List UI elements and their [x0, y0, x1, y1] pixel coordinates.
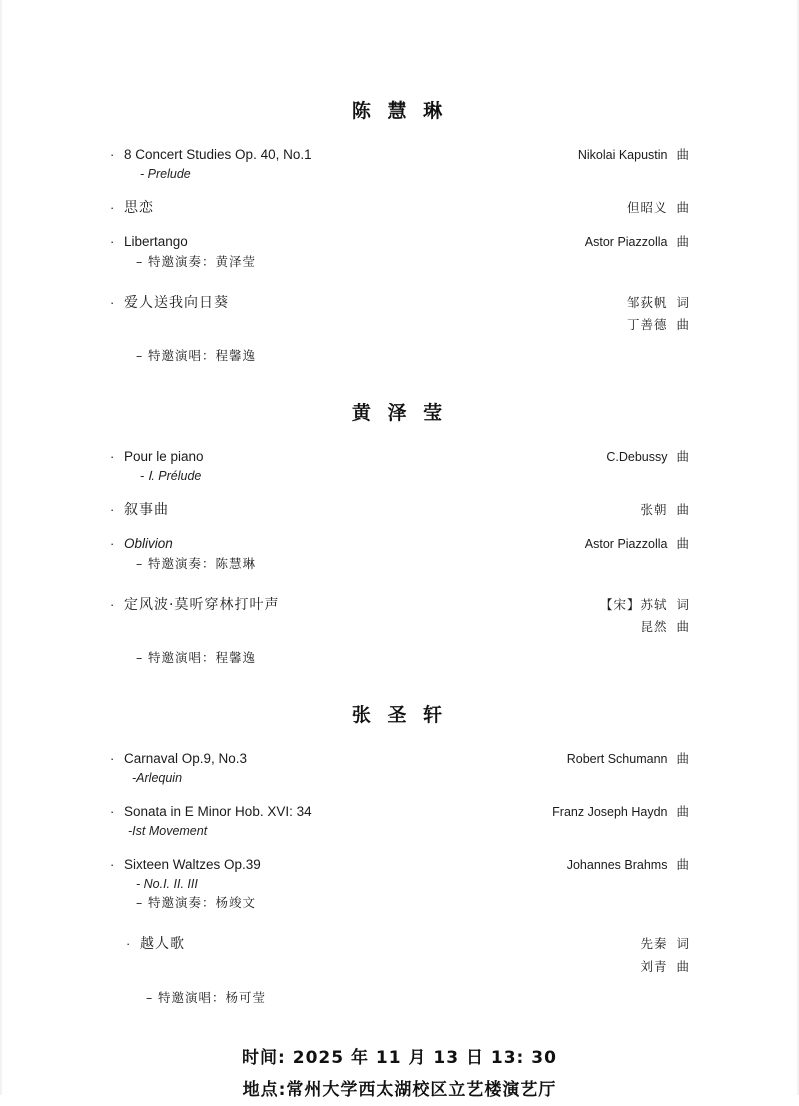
credit-name: 邹荻帆 — [626, 294, 668, 310]
program-entry — [110, 855, 689, 914]
guest-performer-note: – 特邀演唱：程馨逸 — [136, 348, 257, 364]
event-footer — [110, 1042, 689, 1106]
credit-name: Johannes Brahms — [566, 857, 668, 872]
credit-role: 曲 — [676, 199, 689, 215]
performer-name: 张 圣 轩 — [351, 704, 448, 727]
credit-role: 曲 — [676, 316, 689, 332]
credit-line — [578, 146, 689, 164]
program-section — [110, 96, 689, 366]
program-section — [110, 398, 689, 668]
credit-name: Nikolai Kapustin — [577, 148, 668, 162]
piece-title: 叙事曲 — [124, 501, 169, 518]
credit-role: 曲 — [676, 449, 689, 465]
piece-title: Sonata in E Minor Hob. XVI: 34 — [124, 804, 312, 820]
bullet-icon: · — [110, 856, 115, 872]
credit-line — [627, 292, 689, 337]
event-time: 时间: 2025 年 11 月 13 日 13: 30 — [242, 1047, 557, 1068]
credit-role: 词 — [676, 596, 689, 612]
bullet-icon: · — [110, 596, 115, 612]
bullet-icon: · — [110, 233, 115, 249]
program-entry — [110, 198, 689, 218]
program-entry — [110, 500, 689, 520]
program-entry — [110, 933, 689, 1008]
credit-role: 曲 — [676, 958, 689, 974]
bullet-icon: · — [110, 804, 115, 820]
program-entry — [110, 232, 689, 272]
credit-role: 曲 — [676, 147, 689, 162]
credit-name: 丁善德 — [626, 316, 668, 332]
piece-title: 爱人送我向日葵 — [124, 294, 229, 311]
piece-subtitle: -Arlequin — [132, 771, 183, 786]
bullet-icon: · — [110, 501, 115, 517]
credit-role: 曲 — [676, 751, 689, 767]
piece-title: 定风波·莫听穿林打叶声 — [124, 596, 280, 613]
credit-name: 先秦 — [640, 936, 668, 952]
credit-line — [600, 594, 689, 639]
credit-role: 曲 — [676, 804, 689, 820]
credit-name: Franz Joseph Haydn — [552, 805, 668, 820]
credit-name: 【宋】苏轼 — [599, 596, 668, 612]
guest-performer-text: 特邀演唱：程馨逸 — [148, 650, 257, 666]
credit-name: 但昭义 — [626, 199, 668, 215]
guest-performer-note: – 特邀演奏：黄泽莹 — [136, 253, 257, 269]
event-venue: 地点:常州大学西太湖校区立艺楼演艺厅 — [242, 1080, 557, 1101]
credit-name: C.Debussy — [606, 450, 668, 465]
credit-name: 张朝 — [640, 501, 668, 517]
piece-title: Sixteen Waltzes Op.39 — [124, 856, 261, 872]
bullet-icon: · — [110, 751, 115, 767]
guest-performer-text: 特邀演奏：黄泽莹 — [148, 253, 257, 269]
program-entry — [110, 802, 689, 841]
credit-role: 曲 — [676, 536, 689, 552]
piece-subtitle: -Ist Movement — [128, 823, 208, 838]
performer-name: 黄 泽 莹 — [351, 402, 448, 425]
program-entry — [110, 534, 689, 574]
performer-name: 陈 慧 琳 — [351, 100, 448, 122]
credit-name: 刘青 — [640, 958, 668, 974]
guest-performer-text: 特邀演唱：程馨逸 — [148, 348, 257, 364]
bullet-icon: · — [110, 199, 115, 215]
piece-subtitle: - Prelude — [140, 166, 191, 181]
program-entry — [110, 447, 689, 486]
program-entry — [110, 292, 689, 367]
guest-performer-note: – 特邀演唱：杨可莹 — [146, 989, 267, 1005]
bullet-icon: · — [110, 147, 115, 162]
piece-title: Oblivion — [124, 536, 173, 552]
guest-performer-note: – 特邀演奏：陈慧琳 — [136, 555, 257, 571]
piece-title: 8 Concert Studies Op. 40, No.1 — [124, 147, 312, 162]
credit-name: Astor Piazzolla — [584, 537, 668, 552]
piece-title: 越人歌 — [140, 936, 185, 953]
bullet-icon: · — [126, 936, 131, 952]
credit-role: 曲 — [676, 619, 689, 635]
piece-title: Libertango — [124, 233, 188, 249]
piece-title: 思恋 — [124, 199, 154, 216]
credit-line — [606, 448, 689, 466]
credit-role: 词 — [676, 936, 689, 952]
guest-performer-note: – 特邀演唱：程馨逸 — [136, 650, 257, 666]
credit-line — [585, 233, 689, 251]
credit-line — [567, 856, 689, 874]
program-entry — [110, 749, 689, 788]
program-entry — [110, 594, 689, 669]
piece-subtitle: - No.I. II. III — [136, 876, 198, 891]
credit-name: Astor Piazzolla — [584, 234, 668, 249]
credit-name: 昆然 — [640, 619, 668, 635]
piece-title: Pour le piano — [124, 449, 204, 465]
credit-role: 曲 — [676, 501, 689, 517]
credit-role: 曲 — [676, 856, 689, 872]
credit-line — [567, 750, 689, 768]
program-entry — [110, 145, 689, 184]
piece-title: Carnaval Op.9, No.3 — [124, 751, 248, 767]
credit-line — [640, 933, 689, 978]
credit-role: 词 — [676, 294, 689, 310]
guest-performer-text: 特邀演奏：陈慧琳 — [148, 555, 257, 571]
credit-line — [552, 803, 689, 821]
guest-performer-note: – 特邀演奏：杨竣文 — [136, 895, 257, 911]
guest-performer-text: 特邀演奏：杨竣文 — [148, 895, 257, 911]
bullet-icon: · — [110, 294, 115, 310]
program-section — [110, 700, 689, 1007]
credit-line — [627, 199, 689, 217]
guest-performer-text: 特邀演唱：杨可莹 — [158, 989, 267, 1005]
credit-role: 曲 — [676, 233, 689, 249]
credit-line — [640, 501, 689, 519]
credit-line — [585, 535, 689, 553]
credit-name: Robert Schumann — [566, 752, 668, 767]
piece-subtitle: - Ⅰ. Prélude — [140, 469, 202, 484]
bullet-icon: · — [110, 536, 115, 552]
bullet-icon: · — [110, 449, 115, 465]
